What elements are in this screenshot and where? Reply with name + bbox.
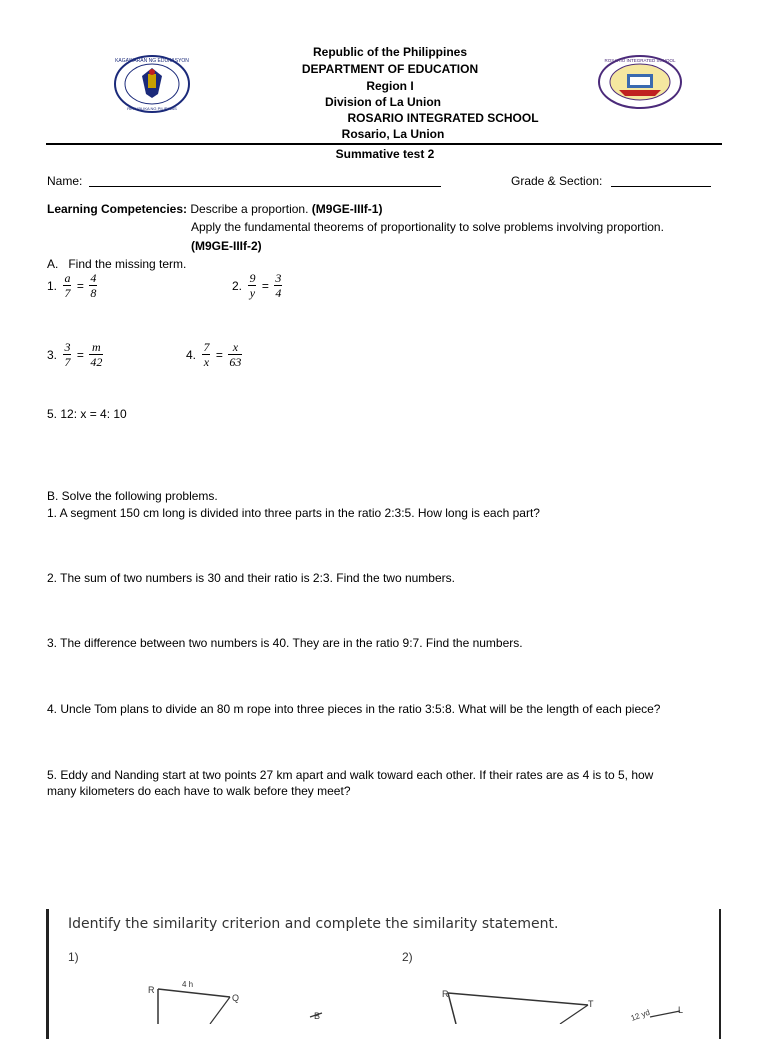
part-b-heading: B. Solve the following problems. [47,489,218,503]
vertex-t-label: T [588,999,594,1009]
header-region: Region I [366,79,414,93]
problem-1: 1. A segment 150 cm long is divided into three parts in the ratio 2:3:5. How long is each part? [47,506,540,520]
svg-text:REPUBLIKA NG PILIPINAS: REPUBLIKA NG PILIPINAS [127,106,177,111]
figure-2-number: 2) [402,950,413,964]
fraction-right: $\frac{3}{4}$ [275,271,282,300]
part-a-item-2: 2. $\frac{9}{y}$ = $\frac{3}{4}$ [232,271,282,300]
page-title: Summative test 2 [335,147,435,161]
figure-2-edge-left [448,993,456,1024]
header-country: Republic of the Philippines [312,45,467,59]
vertex-l-label: L [678,1005,684,1015]
deped-seal-lettering: KAGAWARAN NG EDUKASYON [115,58,189,64]
figure-1-edge-right [210,997,230,1024]
vertex-r-label: R [148,985,155,995]
fraction-left: $\frac{7}{x}$ [203,340,210,369]
competency-2-code: (M9GE-IIIf-2) [191,239,262,253]
figure-1-edge-top [158,989,230,997]
side-length-label-2: 12 yd [629,1007,652,1023]
vertex-q-label: Q [232,993,240,1003]
competency-1-code: (M9GE-IIIf-1) [311,202,383,216]
header-location: Rosario, La Union [341,127,445,141]
svg-text:ROSARIO INTEGRATED SCHOOL: ROSARIO INTEGRATED SCHOOL [604,58,676,63]
part-a-item-1: 1. $\frac{a}{7}$ = $\frac{4}{8}$ [47,271,97,300]
fraction-right: $\frac{x}{63}$ [229,340,242,369]
header-department: DEPARTMENT OF EDUCATION [301,62,479,76]
header-school: ROSARIO INTEGRATED SCHOOL [347,111,539,125]
competency-2-text: Apply the fundamental theorems of proportionality to solve problems involving proportion. [191,220,664,234]
grade-section-field[interactable] [611,186,711,187]
part-a-item-3: 3. $\frac{3}{7}$ = $\frac{m}{42}$ [47,340,103,369]
name-field[interactable] [89,186,441,187]
fraction-right: $\frac{m}{42}$ [90,340,103,369]
problem-5-line-2: many kilometers do each have to walk before they meet? [47,784,351,798]
problem-2: 2. The sum of two numbers is 30 and their ratio is 2:3. Find the two numbers. [47,571,455,585]
similarity-figures [60,975,710,1024]
problem-4: 4. Uncle Tom plans to divide an 80 m rope into three pieces in the ratio 3:5:8. What will be the length of each piece? [47,702,661,716]
similarity-panel-title: Identify the similarity criterion and complete the similarity statement. [68,916,559,932]
vertex-b-label: B [314,1011,321,1021]
problem-3: 3. The difference between two numbers is 40. They are in the ratio 9:7. Find the numbers. [47,636,523,650]
school-seal-logo [597,54,683,110]
part-a-item-4: 4. $\frac{7}{x}$ = $\frac{x}{63}$ [186,340,242,369]
deped-seal-logo [112,54,192,114]
fraction-left: $\frac{9}{y}$ [249,271,256,300]
part-a-item-5: 5. 12: x = 4: 10 [47,407,127,421]
figure-2-edge-right [560,1005,588,1024]
competency-1 [47,201,382,217]
side-length-label-1: 4 h [182,980,194,989]
grade-section-label: Grade & Section: [511,174,603,188]
competencies-label: Learning Competencies: [47,202,188,216]
problem-5-line-1: 5. Eddy and Nanding start at two points 27 km apart and walk toward each other. If their rates are as 4 is to 5, how [47,768,654,782]
part-a-heading: A. Find the missing term. [47,257,187,271]
figure-2-edge-small [650,1011,680,1017]
header-division: Division of La Union [325,95,441,109]
name-label: Name: [47,174,83,188]
figure-2-edge-top [448,993,588,1005]
figure-1-number: 1) [68,950,79,964]
vertex-r2-label: R [442,989,449,999]
fraction-left: $\frac{a}{7}$ [64,271,71,300]
fraction-left: $\frac{3}{7}$ [64,340,71,369]
fraction-right: $\frac{4}{8}$ [90,271,97,300]
header-divider [46,143,722,145]
competency-1-text: Describe a proportion. [190,202,309,216]
